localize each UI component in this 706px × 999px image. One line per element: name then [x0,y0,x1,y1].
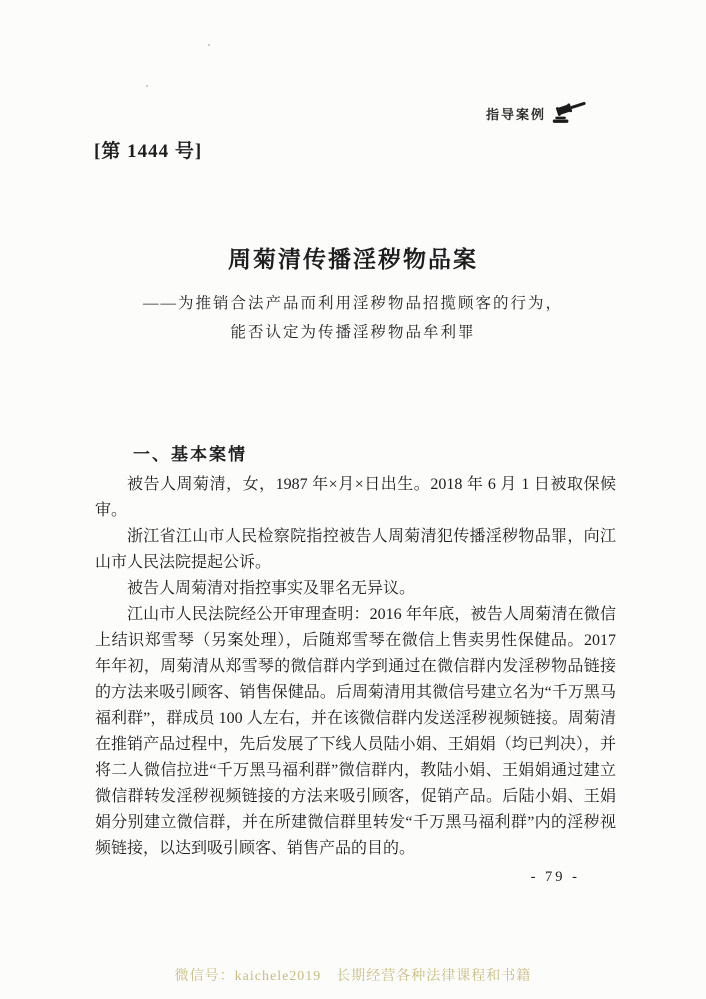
case-title: 周菊清传播淫秽物品案 [228,247,478,272]
paragraph-prosecution: 浙江省江山市人民检察院指控被告人周菊清犯传播淫秽物品罪，向江山市人民法院提起公诉。 [95,528,616,571]
case-number: [第 1444 号] [94,141,203,162]
paragraph-court-findings: 江山市人民法院经公开审理查明：2016 年年底，被告人周菊清在微信上结识郑雪琴（另案处理），后随郑雪琴在微信上售卖男性保健品。2017 年年初，周菊清从郑雪琴的微信群内学到通过在微信群内发淫秽物品链接的方法来吸引顾客、销售保健品。后周菊清用其微信号建立名为“千万黑马福利群”，群成员 100 人左右，并在该微信群内发送淫秽视频链接。周菊清在推销产品过程中，先后发展了下线人员陆小娟、王娟娟（均已判决），并将二人微信拉进“千万黑马福利群”微信群内，教陆小娟、王娟娟通过建立微信群转发淫秽视频链接的方法来吸引顾客，促销产品。后陆小娟、王娟娟分别建立微信群，并在所建微信群里转发“千万黑马福利群”内的淫秽视频链接，以达到吸引顾客、销售产品的目的。 [95,606,616,857]
paragraph-defendant-info: 被告人周菊清，女，1987 年×月×日出生。2018 年 6 月 1 日被取保候审。 [95,476,616,519]
case-subtitle-line1: ——为推销合法产品而利用淫秽物品招揽顾客的行为， [142,295,563,312]
paragraph-no-objection: 被告人周菊清对指控事实及罪名无异议。 [127,580,416,597]
page-header [486,100,588,126]
header-section-label: 指导案例 [485,106,546,122]
scan-speck [146,85,148,87]
page-number: - 79 - [530,869,580,885]
gavel-icon [552,100,588,126]
scan-speck [208,44,210,46]
case-subtitle [0,289,706,347]
case-subtitle-line2: 能否认定为传播淫秽物品牟利罪 [230,324,476,341]
seller-watermark: 微信号：kaichele2019 长期经营各种法律课程和书籍 [174,969,532,984]
case-body [95,472,616,862]
section-heading-basic-facts: 一、基本案情 [133,445,247,464]
